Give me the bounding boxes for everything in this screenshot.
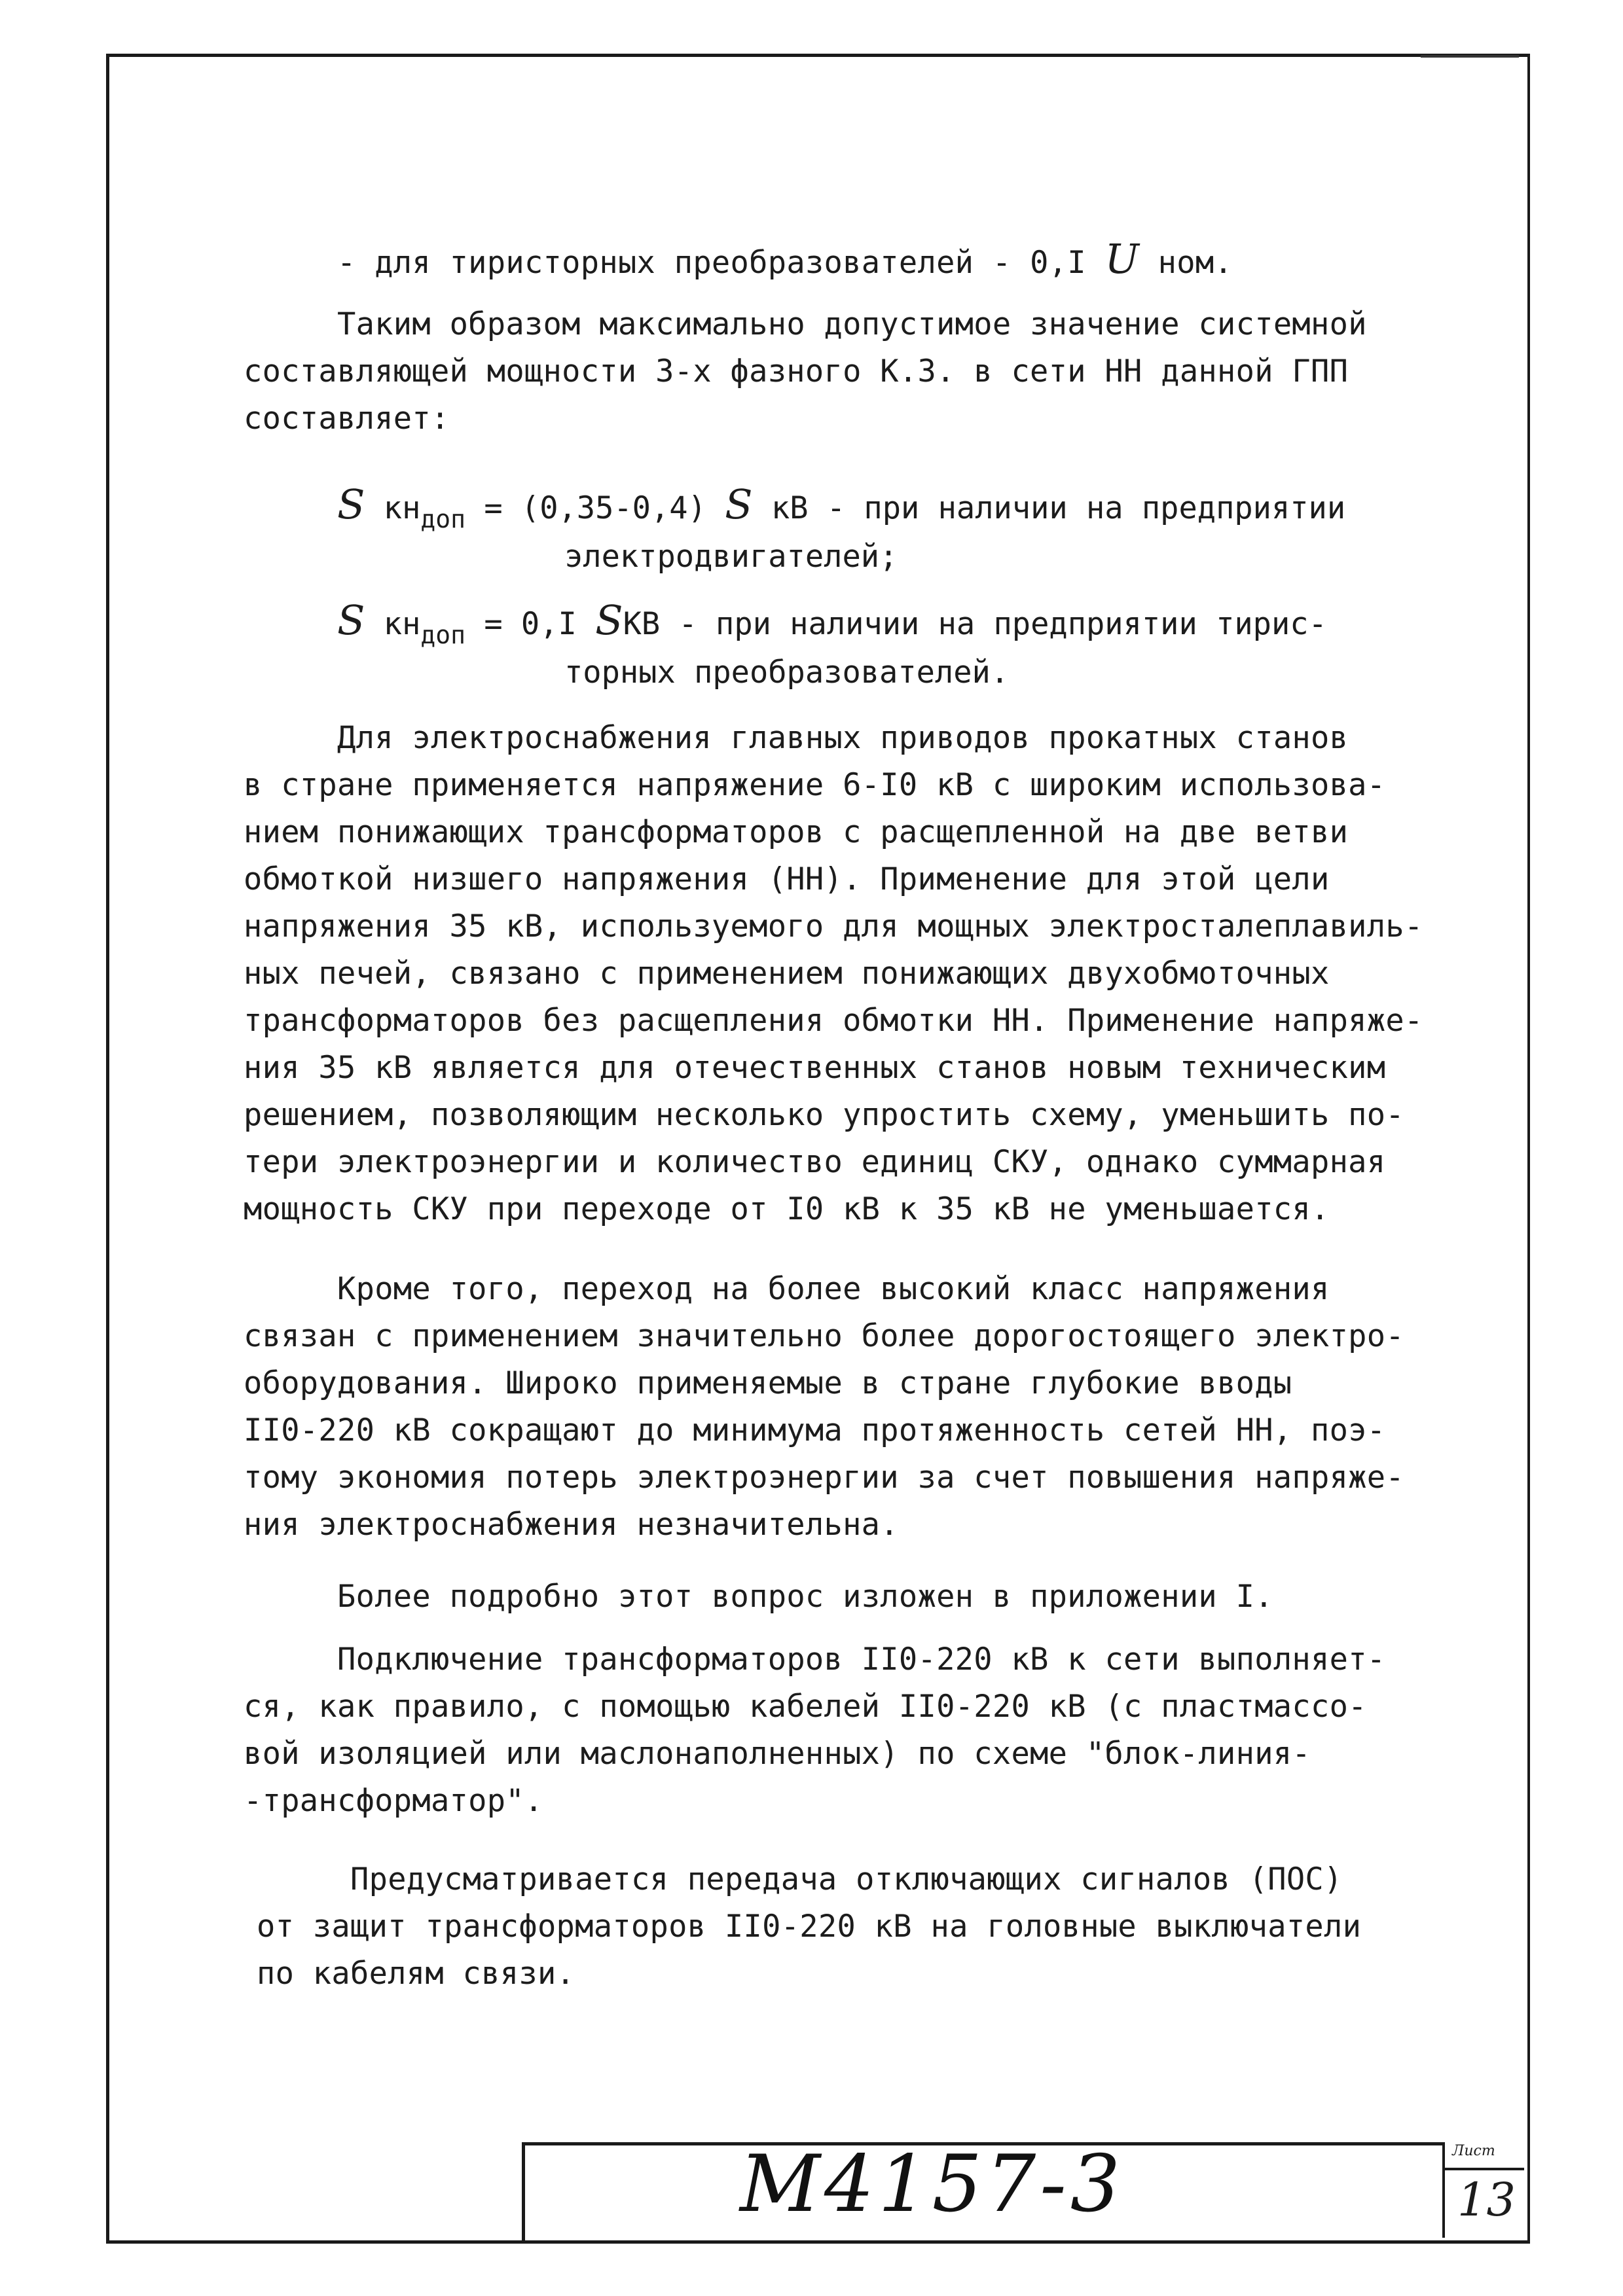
para-4-line-5: тому экономия потерь электроэнергии за счет повышения напряже- [244,1460,1404,1496]
sheet-label: Лист [1452,2143,1495,2159]
para-3-line-2: в стране применяется напряжение 6-I0 кВ с широким использова- [244,767,1386,803]
para-4-line-4: II0-220 кВ сокращают до минимума протяженность сетей НН, поэ- [244,1412,1386,1448]
para-3-line-9: решением, позволяющим несколько упростить схему, уменьшить по- [244,1097,1404,1133]
document-code: М4157-3 [740,2139,1125,2230]
para-2-line-3: составляет: [244,401,450,437]
para-3-line-6: ных печей, связано с применением понижающих двухобмоточных [244,956,1330,992]
para-3-line-5: напряжения 35 кВ, используемого для мощных электросталеплавиль- [244,908,1423,944]
para-2-line-2: составляющей мощности 3-х фазного К.З. в сети НН данной ГПП [244,353,1349,389]
para-3-line-7: трансформаторов без расщепления обмотки НН. Применение напряже- [244,1003,1423,1039]
para-3-line-10: тери электроэнергии и количество единиц СКУ, однако суммарная [244,1144,1386,1180]
para-7-line-3: по кабелям связи. [257,1956,575,1992]
formula-2-cont: торных преобразователей. [564,655,1010,691]
para-6-line-3: вой изоляцией или маслонаполненных) по схеме "блок-линия- [244,1736,1311,1772]
para-4-line-1: Кроме того, переход на более высокий класс напряжения [337,1271,1330,1307]
para-5: Более подробно этот вопрос изложен в приложении I. [337,1579,1273,1615]
para-6-line-1: Подключение трансформаторов II0-220 кВ к сети выполняет- [337,1641,1386,1677]
formula-2: S $кн_{доп} = 0,I$ SКВ - при наличии на предприятии тирис- [337,596,1327,649]
formula-1: S $кн_{доп} = (0,35-0,4)$ S кВ - при наличии на предприятии [337,480,1346,533]
sheet-divider [1442,2168,1524,2170]
voltage-symbol: U [1104,235,1140,283]
para-3-line-8: ния 35 кВ является для отечественных станов новым техническим [244,1050,1386,1086]
para-4-line-6: ния электроснабжения незначительна. [244,1507,899,1543]
para-3-line-3: нием понижающих трансформаторов с расщепленной на две ветви [244,814,1349,850]
sheet-number: 13 [1457,2173,1516,2227]
para-3-line-11: мощность СКУ при переходе от I0 кВ к 35 кВ не уменьшается. [244,1191,1330,1227]
para-4-line-2: связан с применением значительно более дорогостоящего электро- [244,1318,1404,1354]
para-7-line-2: от защит трансформаторов II0-220 кВ на головные выключатели [257,1909,1362,1945]
para-6-line-4: -трансформатор". [244,1783,543,1819]
para-2-line-1: Таким образом максимально допустимое значение системной [337,306,1367,342]
para-3-line-4: обмоткой низшего напряжения (НН). Применение для этой цели [244,861,1330,897]
para-7-line-1: Предусматривается передача отключающих сигналов (ПОС) [350,1861,1343,1897]
formula-1-cont: электродвигателей; [564,539,898,575]
corner-mark [1421,55,1519,58]
para-4-line-3: оборудования. Широко применяемые в стране глубокие вводы [244,1365,1292,1401]
para-6-line-2: ся, как правило, с помощью кабелей II0-220 кВ (с пластмассо- [244,1689,1367,1725]
para-3-line-1: Для электроснабжения главных приводов прокатных станов [337,720,1349,756]
para-thyristor: - для тиристорных преобразователей - 0,I U ном. [337,235,1233,283]
